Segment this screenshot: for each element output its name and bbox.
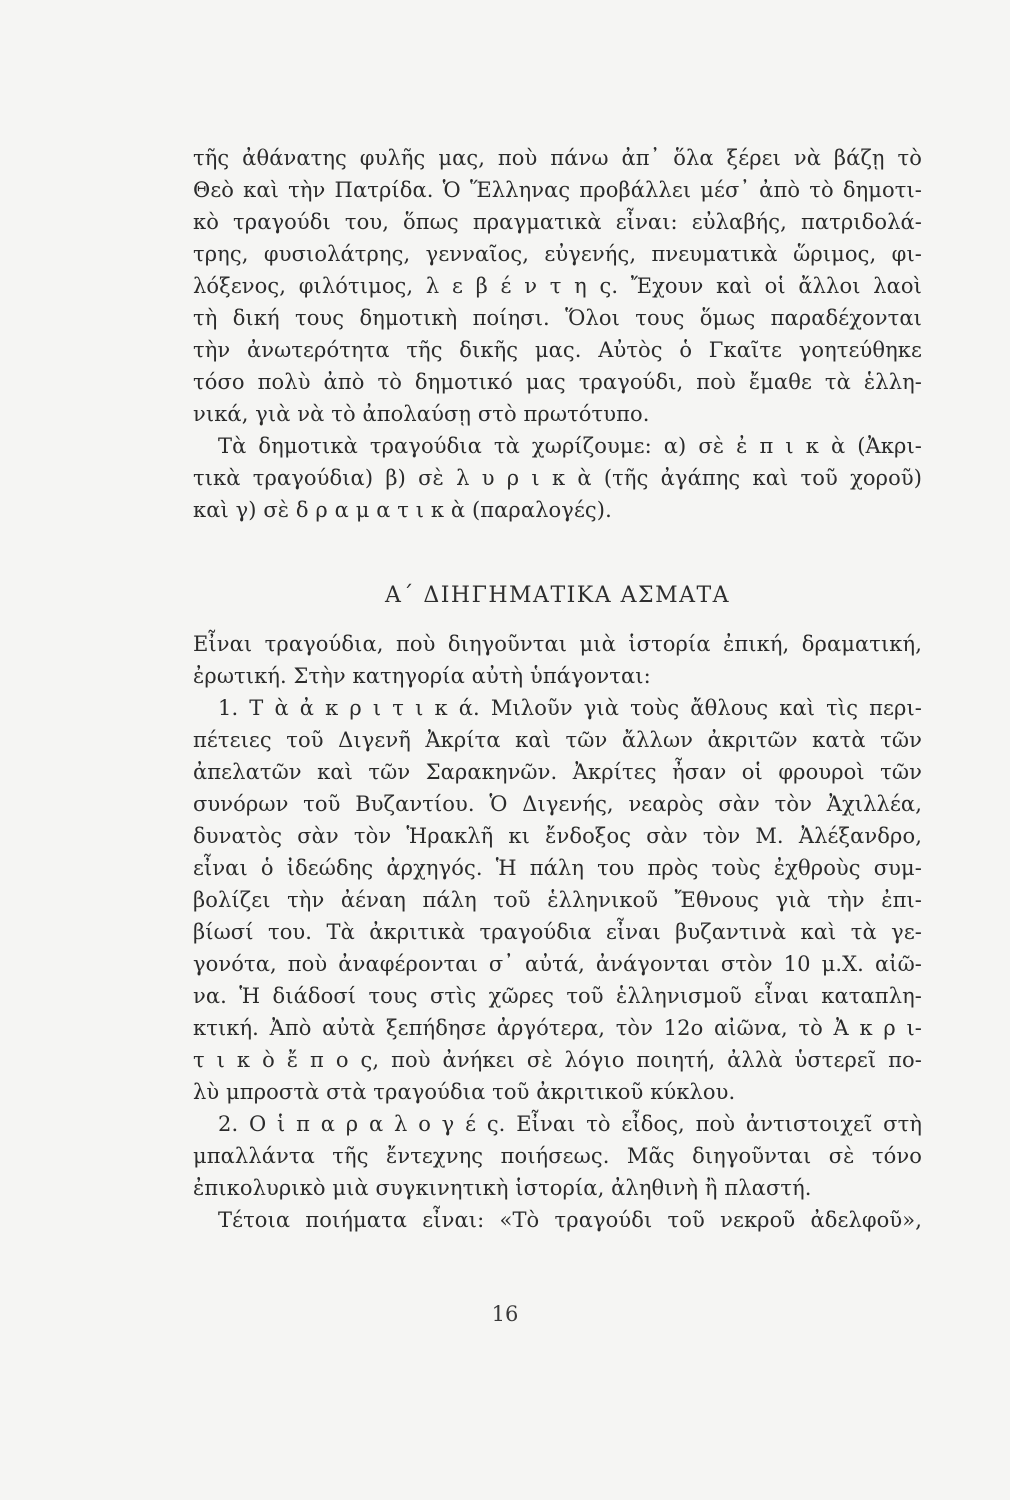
text-line: Εἶναι τραγούδια, ποὺ διηγοῦνται μιὰ ἱστορία ἐπική, δραματική, bbox=[193, 632, 922, 656]
text-line: γονότα, ποὺ ἀναφέρονται σ᾽ αὐτά, ἀνάγονται στὸν 10 μ.Χ. αἰῶ- bbox=[193, 952, 922, 976]
text-line: λόξενος, φιλότιμος, λ ε β έ ν τ η ς. Ἔχουν καὶ οἱ ἄλλοι λαοὶ bbox=[193, 274, 922, 298]
text-line: 1. Τ ὰ ἀ κ ρ ι τ ι κ ά. Μιλοῦν γιὰ τοὺς ἄθλους καὶ τὶς περι- bbox=[218, 696, 922, 720]
text-line: ἀπελατῶν καὶ τῶν Σαρακηνῶν. Ἀκρίτες ἦσαν οἱ φρουροὶ τῶν bbox=[193, 760, 922, 784]
text-line: τρης, φυσιολάτρης, γενναῖος, εὐγενής, πνευματικὰ ὥριμος, φι- bbox=[193, 242, 922, 266]
text-line: βολίζει τὴν ἀέναη πάλη τοῦ ἑλληνικοῦ Ἔθνους γιὰ τὴν ἐπι- bbox=[193, 888, 922, 912]
text-line: ἐπικολυρικὸ μιὰ συγκινητικὴ ἱστορία, ἀληθινὴ ἢ πλαστή. bbox=[193, 1176, 812, 1200]
text-line: κτική. Ἀπὸ αὐτὰ ξεπήδησε ἀργότερα, τὸν 12ο αἰῶνα, τὸ Ἀ κ ρ ι- bbox=[193, 1016, 922, 1040]
text-line: τὴ δική τους δημοτικὴ ποίησι. Ὅλοι τους ὅμως παραδέχονται bbox=[193, 306, 922, 330]
text-line: ἐρωτική. Στὴν κατηγορία αὐτὴ ὑπάγονται: bbox=[193, 664, 651, 688]
page-number: 16 bbox=[491, 1302, 519, 1326]
text-line: νικά, γιὰ νὰ τὸ ἀπολαύσῃ στὸ πρωτότυπο. bbox=[193, 402, 650, 426]
text-line: μπαλλάντα τῆς ἔντεχνης ποιήσεως. Μᾶς διηγοῦνται σὲ τόνο bbox=[193, 1144, 922, 1168]
text-line: κὸ τραγούδι του, ὅπως πραγματικὰ εἶναι: εὐλαβής, πατριδολά- bbox=[193, 210, 922, 234]
text-line: δυνατὸς σὰν τὸν Ἡρακλῆ κι ἔνδοξος σὰν τὸν Μ. Ἀλέξανδρο, bbox=[193, 824, 922, 848]
text-line: πέτειες τοῦ Διγενῆ Ἀκρίτα καὶ τῶν ἄλλων ἀκριτῶν κατὰ τῶν bbox=[193, 728, 922, 752]
text-line: εἶναι ὁ ἰδεώδης ἀρχηγός. Ἡ πάλη του πρὸς τοὺς ἐχθροὺς συμ- bbox=[193, 856, 922, 880]
text-line: Θεὸ καὶ τὴν Πατρίδα. Ὁ Ἕλληνας προβάλλει μέσ᾽ ἀπὸ τὸ δημοτι- bbox=[193, 178, 922, 202]
text-line: βίωσί του. Τὰ ἀκριτικὰ τραγούδια εἶναι βυζαντινὰ καὶ τὰ γε- bbox=[193, 920, 922, 944]
text-line: τόσο πολὺ ἀπὸ τὸ δημοτικό μας τραγούδι, ποὺ ἔμαθε τὰ ἑλλη- bbox=[193, 370, 922, 394]
text-line: τὴν ἀνωτερότητα τῆς δικῆς μας. Αὐτὸς ὁ Γκαῖτε γοητεύθηκε bbox=[193, 338, 922, 362]
text-line: Τέτοια ποιήματα εἶναι: «Τὸ τραγούδι τοῦ νεκροῦ ἀδελφοῦ», bbox=[218, 1208, 922, 1232]
section-heading: Α΄ ΔΙΗΓΗΜΑΤΙΚΑ ΑΣΜΑΤΑ bbox=[384, 583, 731, 608]
text-line: τικὰ τραγούδια) β) σὲ λ υ ρ ι κ ὰ (τῆς ἀγάπης καὶ τοῦ χοροῦ) bbox=[193, 466, 922, 490]
text-line: καὶ γ) σὲ δ ρ α μ α τ ι κ ὰ (παραλογές). bbox=[193, 498, 612, 522]
text-line: 2. Ο ἱ π α ρ α λ ο γ έ ς. Εἶναι τὸ εἶδος, ποὺ ἀντιστοιχεῖ στὴ bbox=[218, 1112, 922, 1136]
text-line: να. Ἡ διάδοσί τους στὶς χῶρες τοῦ ἑλληνισμοῦ εἶναι καταπλη- bbox=[193, 984, 922, 1008]
text-line: Τὰ δημοτικὰ τραγούδια τὰ χωρίζουμε: α) σὲ ἐ π ι κ ὰ (Ἀκρι- bbox=[218, 434, 922, 458]
text-line: συνόρων τοῦ Βυζαντίου. Ὁ Διγενής, νεαρὸς σὰν τὸν Ἀχιλλέα, bbox=[193, 792, 922, 816]
text-line: τῆς ἀθάνατης φυλῆς μας, ποὺ πάνω ἀπ᾽ ὅλα ξέρει νὰ βάζῃ τὸ bbox=[193, 146, 922, 170]
text-line: λὺ μπροστὰ στὰ τραγούδια τοῦ ἀκριτικοῦ κύκλου. bbox=[193, 1080, 736, 1104]
text-line: τ ι κ ὸ ἔ π ο ς, ποὺ ἀνήκει σὲ λόγιο ποιητή, ἀλλὰ ὑστερεῖ πο- bbox=[193, 1048, 922, 1072]
